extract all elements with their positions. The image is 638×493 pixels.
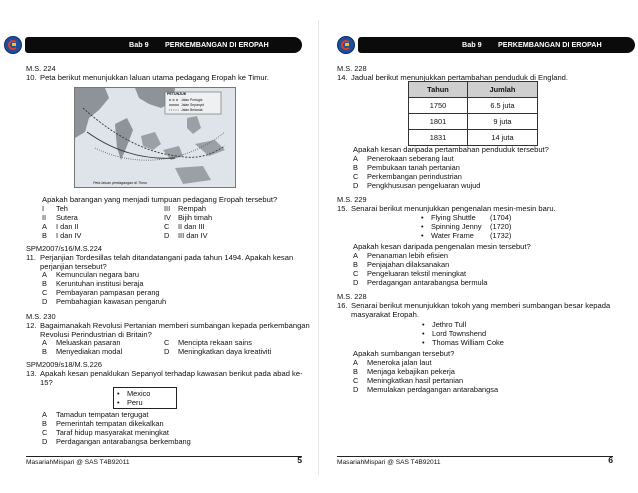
col-header-total: Jumlah [467,82,537,98]
machine-year: (1704) [490,213,512,222]
trade-route-map [74,87,236,188]
q12-option-d: D Meningkatkan daya kreativiti [164,347,272,356]
q10-option-b: B I dan IV [42,231,82,240]
q10-option-c: C II dan III [164,222,205,231]
q15-option-d: D Perdagangan antarabangsa bermula [353,278,488,287]
table-row [409,114,538,130]
q10-item: II Sutera [42,213,78,222]
cell-year: 1801 [409,114,468,130]
person-name: • Lord Townshend [432,329,486,338]
q11-option-b: B Keruntuhan institusi beraja [42,279,144,288]
map-graphic [75,88,236,188]
chapter-title: PERKEMBANGAN DI EROPAH [498,40,602,49]
machine-name: • Spinning Jenny [431,222,482,231]
q10-ms-ref: M.S. 224 [26,64,56,73]
q13-question-cont: 15? [40,378,53,387]
q13-question: 13. Apakah kesan penaklukan Sepanyol terhadap kawasan berikut pada abad ke- [26,369,303,378]
chapter-label: Bab 9 [129,40,149,49]
map-legend-item: Jalan Portugis [181,97,203,102]
q10-option-d: D III dan IV [164,231,208,240]
header-bar [25,37,302,53]
q11-question: 11. Perjanjian Tordesillas telah ditandatangani pada tahun 1494. Apakah kesan [26,253,294,262]
table-header-row [409,82,538,98]
school-logo-icon [4,36,22,54]
q10-question: 10. Peta berikut menunjukkan laluan utama pedagang Eropah ke Timur. [26,73,269,82]
cell-total: 14 juta [467,130,537,146]
q13-option-a: A Tamadun tempatan tergugat [42,410,149,419]
q13-region: • Mexico [127,389,150,398]
q16-option-a: A Meneroka jalan laut [353,358,432,367]
cell-year: 1831 [409,130,468,146]
map-legend-title: PETUNJUK [167,92,187,96]
q12-option-c: C Mencipta rekaan sains [164,338,252,347]
q16-stem: Apakah sumbangan tersebut? [353,349,455,358]
q15-question: 15. Senarai berikut menunjukkan pengenalan mesin-mesin baru. [337,204,556,213]
chapter-title: PERKEMBANGAN DI EROPAH [165,40,269,49]
page-header [4,37,302,53]
q16-option-c: C Meningkatkan hasil pertanian [353,376,464,385]
col-header-year: Tahun [409,82,468,98]
page-number: 5 [297,455,302,465]
person-name: • Thomas William Coke [432,338,504,347]
q14-stem: Apakah kesan daripada pertambahan penduduk tersebut? [353,145,549,154]
footer-credit: MasariahMispari @ SAS T4B92011 [337,459,441,466]
q16-ms-ref: M.S. 228 [337,292,367,301]
machine-year: (1732) [490,231,512,240]
cell-total: 9 juta [467,114,537,130]
page-footer [26,456,302,468]
population-table [408,81,538,146]
footer-credit: MasariahMispari @ SAS T4B92011 [26,459,130,466]
map-caption: Peta laluan perdagangan di Timur [93,181,148,185]
q10-stem: Apakah barangan yang menjadi tumpuan pedagang Eropah tersebut? [42,195,278,204]
q16-option-d: D Memulakan perdagangan antarabangsa [353,385,499,394]
q16-question: 16. Senarai berikut menunjukkan tokoh yang memberi sumbangan besar kepada [337,301,611,310]
q15-option-b: B Penjajahan dilaksanakan [353,260,450,269]
q10-item: III Rempah [164,204,206,213]
cell-total: 6.5 juta [467,98,537,114]
q11-question-cont: perjanjian tersebut? [40,262,107,271]
q10-item: IV Bijih timah [164,213,213,222]
q15-stem: Apakah kesan daripada pengenalan mesin tersebut? [353,242,531,251]
q15-ms-ref: M.S. 229 [337,195,367,204]
q16-option-b: B Menjaga kebajikan pekerja [353,367,455,376]
q12-option-b: B Menyediakan modal [42,347,123,356]
q16-question-cont: masyarakat Eropah. [351,310,419,319]
map-legend-item: Jalan Belanda [181,107,203,112]
page-gutter [318,20,319,475]
q13-ms-ref: SPM2009/s18/M.S.226 [26,360,103,369]
q14-question: 14. Jadual berikut menunjukkan pertambahan penduduk di England. [337,73,568,82]
table-row [409,98,538,114]
q10-option-a: A I dan II [42,222,79,231]
q13-option-d: D Perdagangan antarabangsa berkembang [42,437,191,446]
q15-option-c: C Pengeluaran tekstil meningkat [353,269,467,278]
header-bar [358,37,635,53]
q11-ms-ref: SPM2007/s16/M.S.224 [26,244,103,253]
q11-option-a: A Kemunculan negara baru [42,270,139,279]
cell-year: 1750 [409,98,468,114]
machine-year: (1720) [490,222,512,231]
q12-option-a: A Meluaskan pasaran [42,338,121,347]
page-number: 6 [608,455,613,465]
page-footer [337,456,613,468]
q13-option-c: C Taraf hidup masyarakat meningkat [42,428,169,437]
chapter-label: Bab 9 [462,40,482,49]
q12-question: 12. Bagaimanakah Revolusi Pertanian memberi sumbangan kepada perkembangan [26,321,310,330]
q10-item: I Teh [42,204,68,213]
person-name: • Jethro Tull [432,320,466,329]
q14-option-a: A Penerokaan seberang laut [353,154,454,163]
school-logo-icon [337,36,355,54]
q13-region: • Peru [127,398,143,407]
q11-option-c: C Pembayaran pampasan perang [42,288,160,297]
q11-option-d: D Pembahagian kawasan pengaruh [42,297,167,306]
map-legend-item: Jalan Sepanyol [181,102,205,107]
machine-name: • Flying Shuttle [431,213,476,222]
q14-option-c: C Perkembangan perindustrian [353,172,462,181]
q14-ms-ref: M.S. 228 [337,64,367,73]
q12-ms-ref: M.S. 230 [26,312,56,321]
page-header [337,37,635,53]
q15-option-a: A Penanaman lebih efisien [353,251,448,260]
page-left [0,0,310,493]
q12-question-cont: Revolusi Perindustrian di Britain? [40,330,152,339]
q13-option-b: B Pemerintah tempatan dikekalkan [42,419,164,428]
machine-name: • Water Frame [431,231,474,240]
q14-option-d: D Pengkhususan pengeluaran wujud [353,181,481,190]
q14-option-b: B Pembukaan tanah pertanian [353,163,460,172]
table-row [409,130,538,146]
